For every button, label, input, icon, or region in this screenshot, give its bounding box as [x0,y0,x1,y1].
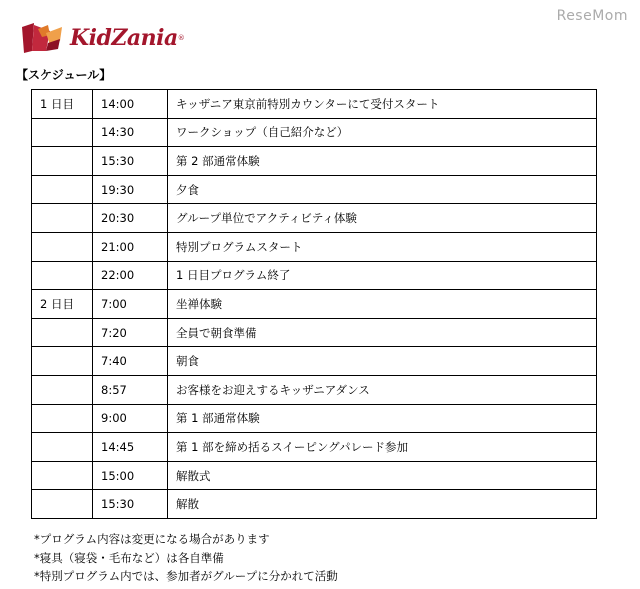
schedule-row [32,375,597,404]
schedule-row [32,232,597,261]
schedule-day-cell [32,147,93,176]
schedule-row [32,261,597,290]
schedule-event-cell: 坐禅体験 [168,290,597,319]
schedule-day-cell [32,232,93,261]
schedule-row [32,175,597,204]
schedule-row [32,347,597,376]
schedule-event-cell: 第 2 部通常体験 [168,147,597,176]
schedule-day-cell [32,204,93,233]
schedule-row [32,404,597,433]
schedule-event-cell: 朝食 [168,347,597,376]
schedule-time-cell: 22:00 [93,261,168,290]
kidzania-logo-text: KidZania [70,25,178,51]
schedule-body [32,90,597,519]
schedule-event-cell: ワークショップ（自己紹介など） [168,118,597,147]
schedule-time-cell: 14:00 [93,90,168,119]
resemom-watermark: ReseMom [556,8,628,24]
schedule-day-cell [32,118,93,147]
kidzania-crown-icon [20,21,66,55]
schedule-row [32,90,597,119]
schedule-event-cell: 全員で朝食準備 [168,318,597,347]
section-title: 【スケジュール】 [16,68,112,82]
schedule-event-cell: 解散 [168,490,597,519]
schedule-day-cell [32,404,93,433]
schedule-row [32,147,597,176]
schedule-day-cell [32,375,93,404]
schedule-day-cell [32,461,93,490]
schedule-day-cell [32,175,93,204]
schedule-time-cell: 7:20 [93,318,168,347]
schedule-event-cell: お客様をお迎えするキッザニアダンス [168,375,597,404]
schedule-time-cell: 19:30 [93,175,168,204]
notes [34,530,338,586]
note-2: *寝具（寝袋・毛布など）は各自準備 [34,550,224,565]
schedule-time-cell: 15:00 [93,461,168,490]
schedule-time-cell: 15:30 [93,490,168,519]
schedule-row [32,318,597,347]
schedule-event-cell: 特別プログラムスタート [168,232,597,261]
schedule-day-cell: 2 日目 [32,290,93,319]
schedule-event-cell: グループ単位でアクティビティ体験 [168,204,597,233]
note-3: *特別プログラム内では、参加者がグループに分かれて活動 [34,569,338,583]
schedule-row [32,433,597,462]
schedule-event-cell: 1 日目プログラム終了 [168,261,597,290]
schedule-row [32,461,597,490]
schedule-day-cell: 1 日目 [32,90,93,119]
schedule-table [31,89,597,519]
schedule-day-cell [32,490,93,519]
schedule-time-cell: 14:30 [93,118,168,147]
schedule-time-cell: 7:40 [93,347,168,376]
schedule-time-cell: 20:30 [93,204,168,233]
schedule-row [32,204,597,233]
schedule-event-cell: 第 1 部を締め括るスイーピングパレード参加 [168,433,597,462]
schedule-row [32,290,597,319]
schedule-time-cell: 21:00 [93,232,168,261]
schedule-time-cell: 14:45 [93,433,168,462]
schedule-row [32,490,597,519]
registered-mark: ® [177,34,185,42]
schedule-day-cell [32,347,93,376]
schedule-time-cell: 9:00 [93,404,168,433]
schedule-event-cell: キッザニア東京前特別カウンターにて受付スタート [168,90,597,119]
schedule-day-cell [32,433,93,462]
kidzania-logo [20,20,185,56]
schedule-event-cell: 解散式 [168,461,597,490]
schedule-day-cell [32,318,93,347]
schedule-day-cell [32,261,93,290]
schedule-time-cell: 8:57 [93,375,168,404]
schedule-row [32,118,597,147]
schedule-time-cell: 7:00 [93,290,168,319]
note-1: *プログラム内容は変更になる場合があります [34,532,270,546]
schedule-event-cell: 夕食 [168,175,597,204]
schedule-event-cell: 第 1 部通常体験 [168,404,597,433]
schedule-time-cell: 15:30 [93,147,168,176]
